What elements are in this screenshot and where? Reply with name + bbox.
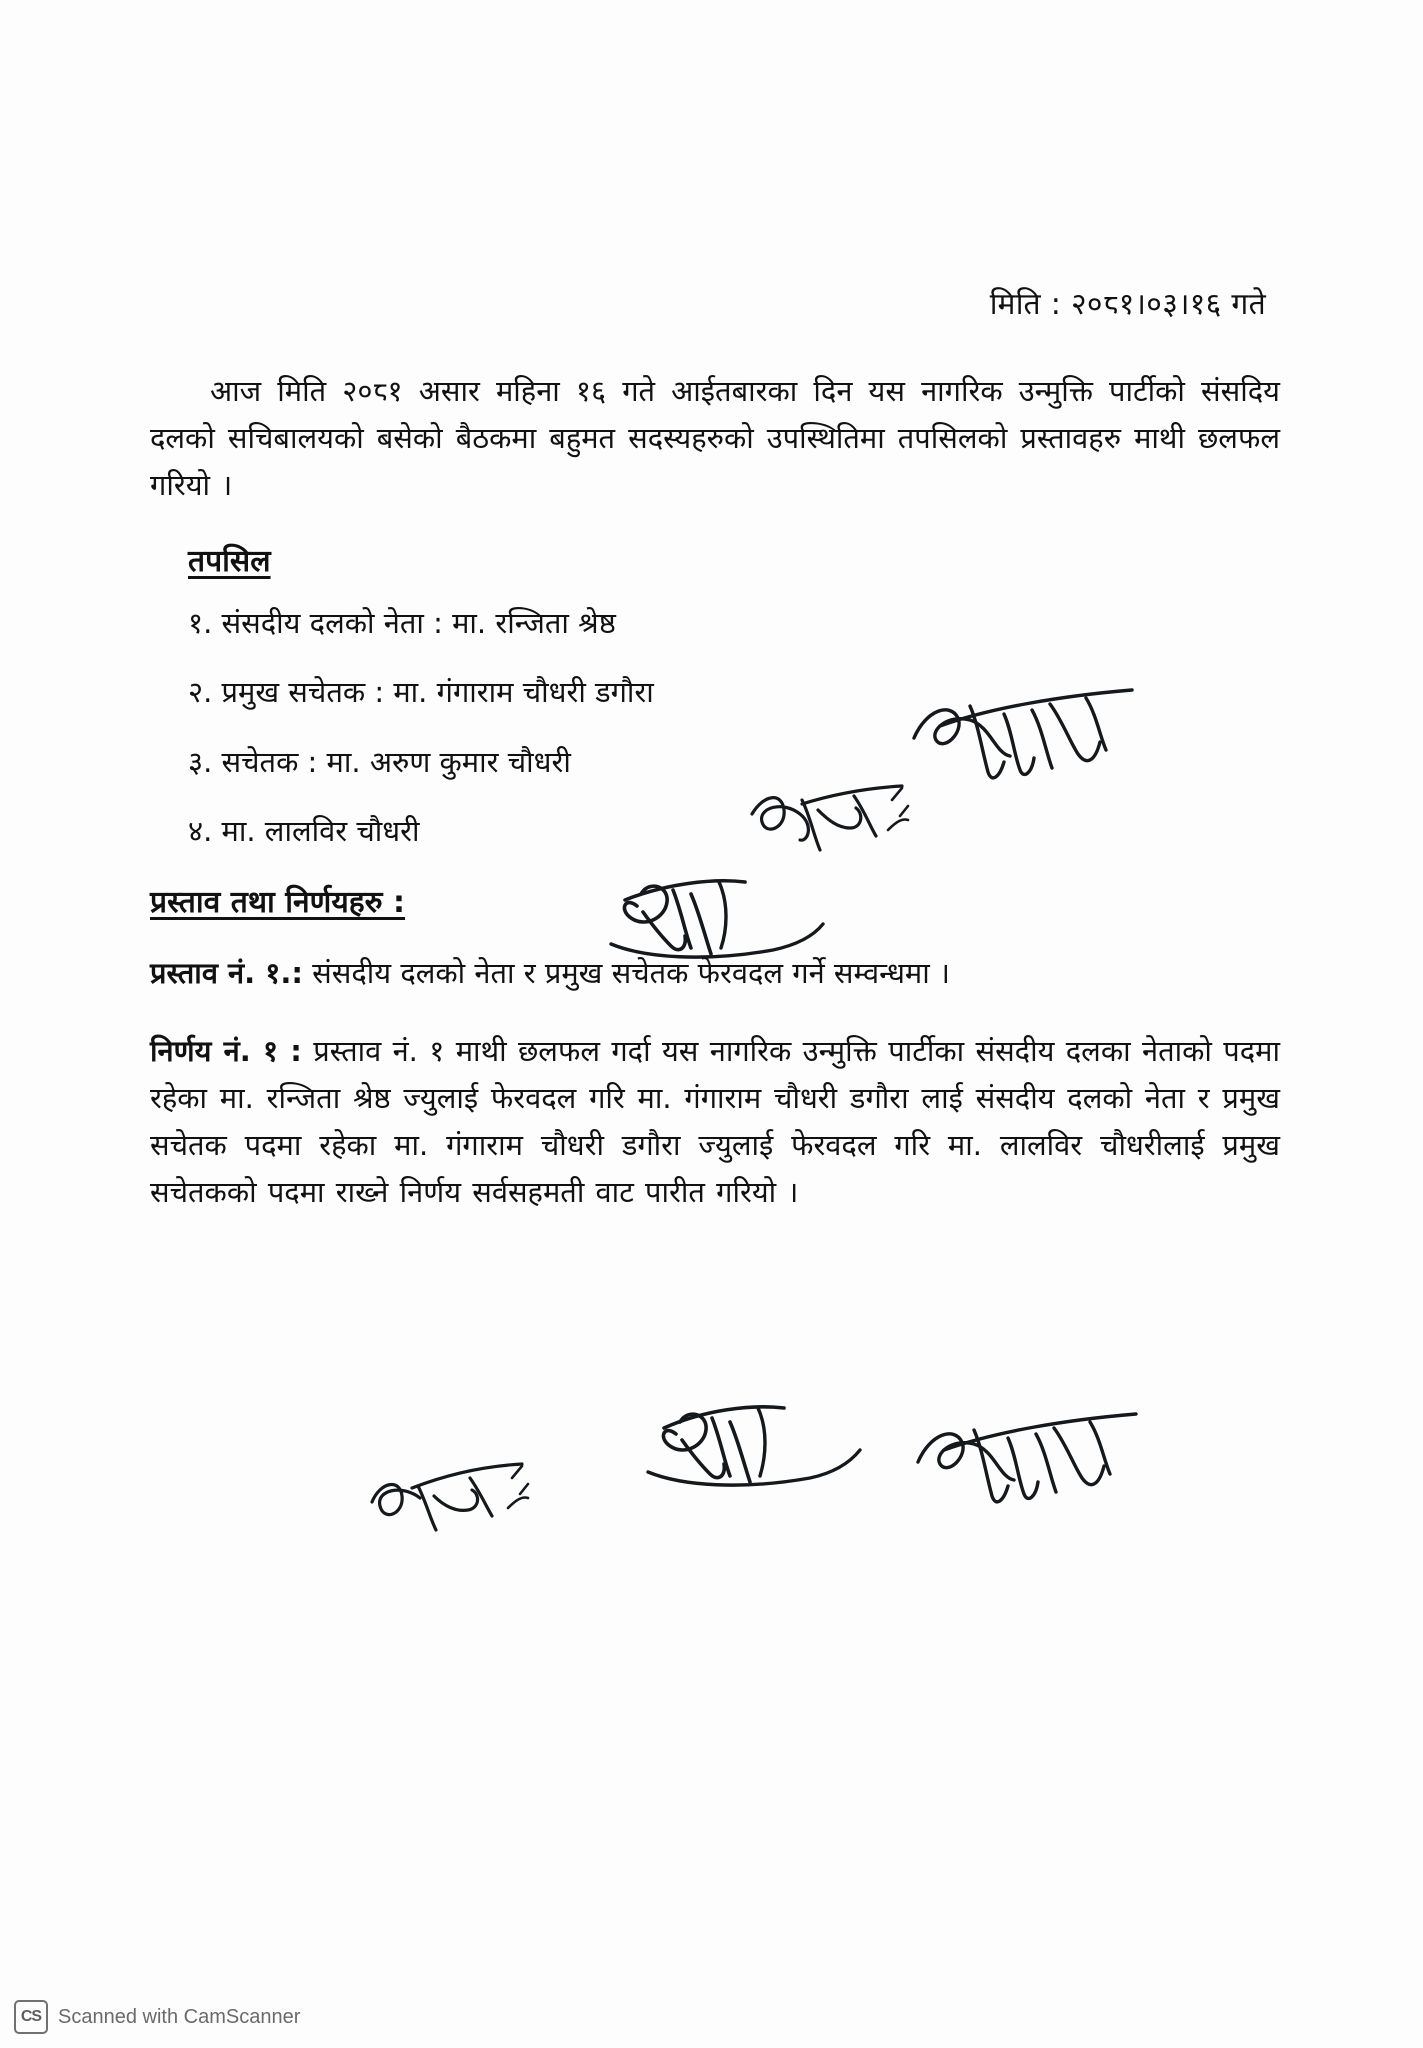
decision-text: प्रस्ताव नं. १ माथी छलफल गर्दा यस नागरिक उन्मुक्ति पार्टीका संसदीय दलका नेताको पदमा रहेका मा. रन्जिता श्रेष्ठ ज्युलाई फेरवदल गरि मा. गंगाराम चौधरी डगौरा लाई संसदीय दलको नेता र प्रमुख सचेतक पदमा रहेका मा. गंगाराम चौधरी डगौरा ज्युलाई फेरवदल गरि मा. लालविर चौधरीलाई प्रमुख सचेतकको पदमा राख्ने निर्णय सर्वसहमती वाट पारीत गरियो । bbox=[150, 1033, 1280, 1209]
signature-lalbir-bottom bbox=[630, 1380, 880, 1505]
document-date: मिति : २०८१।०३।१६ गते bbox=[989, 287, 1266, 322]
tapasil-heading: तपसिल bbox=[188, 543, 271, 579]
list-item: ४. मा. लालविर चौधरी bbox=[188, 814, 420, 849]
proposal-paragraph bbox=[150, 951, 1280, 996]
list-item: १. संसदीय दलको नेता : मा. रन्जिता श्रेष्ठ bbox=[188, 605, 616, 640]
camscanner-logo-icon: CS bbox=[14, 2000, 48, 2034]
decision-paragraph bbox=[150, 1028, 1280, 1216]
proposal-label: प्रस्ताव नं. १.: bbox=[150, 955, 303, 990]
list-item: ३. सचेतक : मा. अरुण कुमार चौधरी bbox=[188, 744, 571, 779]
tapasil-list bbox=[150, 602, 1280, 854]
proposal-section-heading: प्रस्ताव तथा निर्णयहरु : bbox=[150, 884, 406, 920]
document-body bbox=[150, 285, 1280, 1216]
camscanner-caption: Scanned with CamScanner bbox=[58, 2005, 301, 2028]
camscanner-watermark bbox=[14, 2000, 300, 2034]
signature-arun-bottom bbox=[360, 1430, 570, 1540]
list-item: २. प्रमुख सचेतक : मा. गंगाराम चौधरी डगौरा bbox=[188, 675, 654, 710]
opening-paragraph: आज मिति २०८१ असार महिना १६ गते आईतबारका दिन यस नागरिक उन्मुक्ति पार्टीको संसदिय दलको सचिबालयको बसेको बैठकमा बहुमत सदस्यहरुको उपस्थितिमा तपसिलको प्रस्तावहरु माथी छलफल गरियो । bbox=[150, 374, 1280, 502]
decision-label: निर्णय नं. १ : bbox=[150, 1033, 302, 1068]
proposal-text: संसदीय दलको नेता र प्रमुख सचेतक फेरवदल गर्ने सम्वन्धमा । bbox=[312, 955, 950, 990]
signature-gangaram-bottom bbox=[900, 1400, 1160, 1515]
